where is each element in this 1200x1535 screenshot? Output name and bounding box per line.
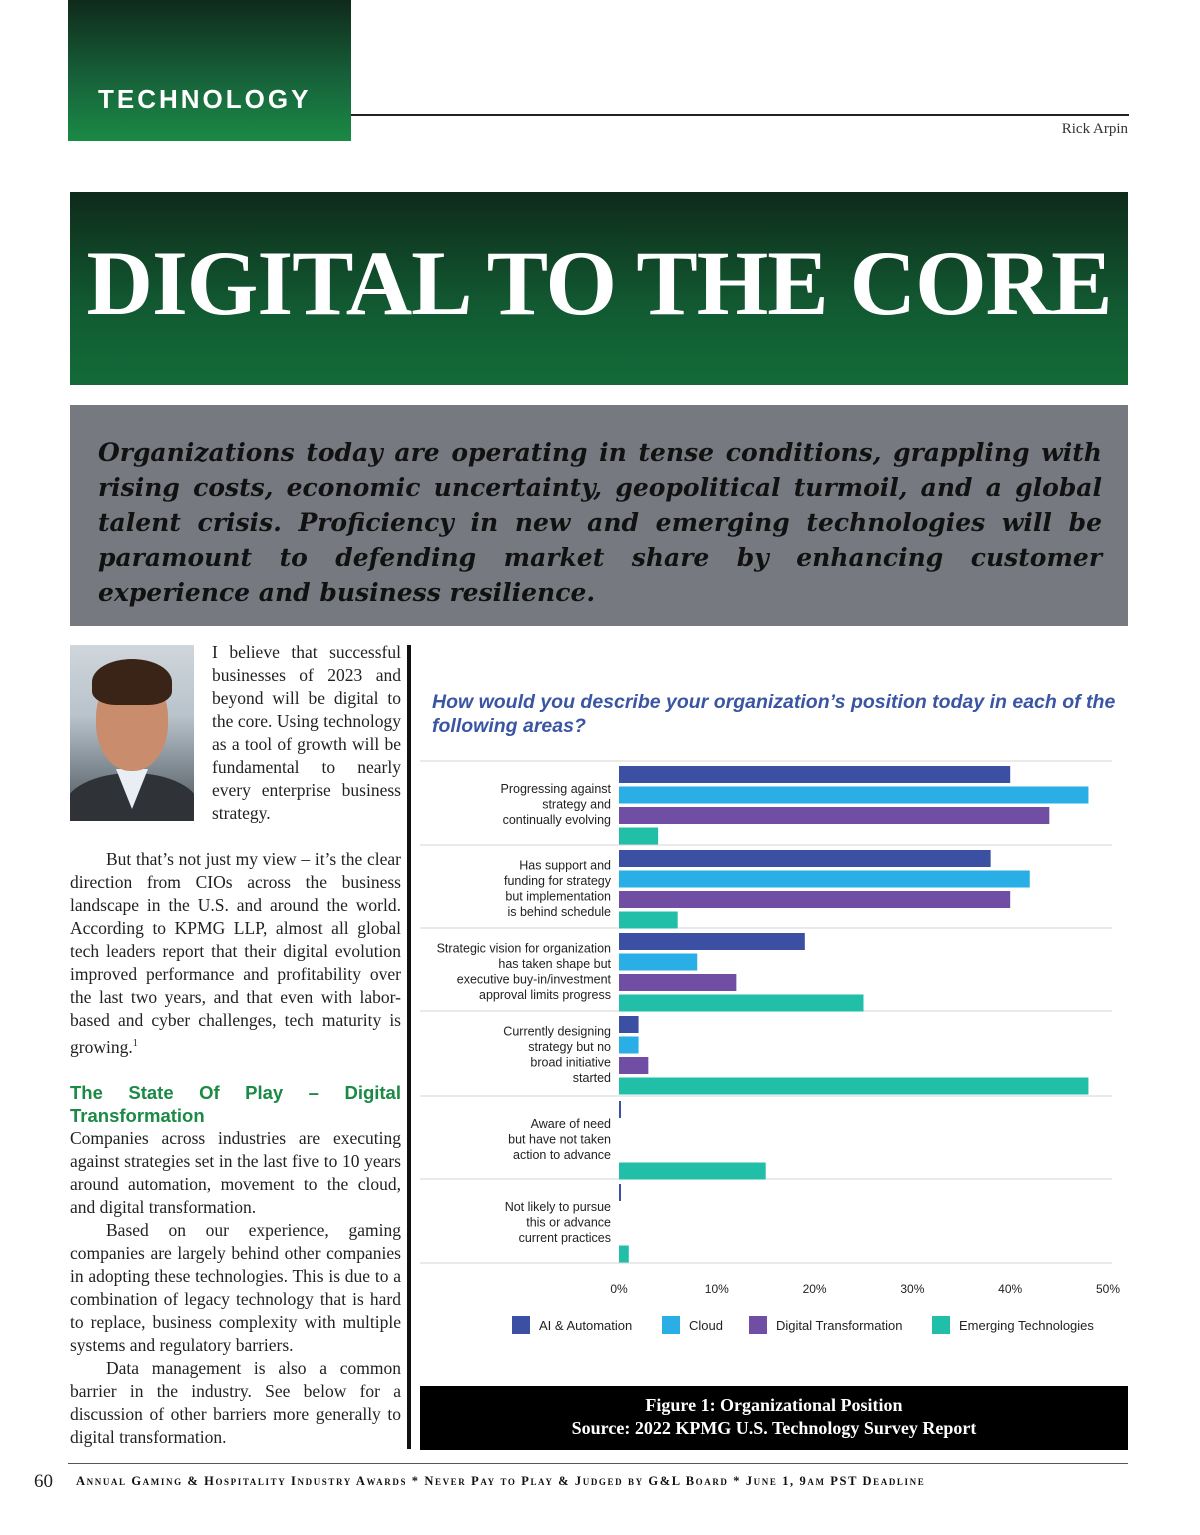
- figure-caption-source: Source: 2022 KPMG U.S. Technology Survey Report: [571, 1418, 977, 1438]
- bar-emerging-technologies: [619, 995, 864, 1012]
- section-subhead: The State Of Play – Digital Transformation: [70, 1081, 401, 1126]
- x-tick-label: 20%: [802, 1282, 827, 1296]
- paragraph-5: Data management is also a common barrier in the industry. See below for a discussion of other barriers more generally to digital transformation.: [70, 1357, 401, 1447]
- legend-item: [512, 1315, 632, 1335]
- footnote-marker: 1: [132, 1038, 138, 1049]
- intro-band: [70, 405, 1128, 626]
- intro-text: Organizations today are operating in tense conditions, grappling with rising costs, economic uncertainty, geopolitical turmoil, and a global talent crisis. Proficiency in new and emerging technologies will be paramount to defending market share by enhancing customer experience and business resilience.: [98, 438, 1102, 607]
- category-label: broad initiative: [530, 1055, 611, 1070]
- legend-swatch: [749, 1316, 767, 1334]
- category-label: Progressing against: [500, 782, 611, 796]
- x-tick-label: 0%: [610, 1282, 628, 1296]
- chart-title: How would you describe your organization’s position today in each of the following areas?: [432, 691, 1116, 737]
- body-column: [70, 848, 401, 1449]
- bar-digital-transformation: [619, 974, 736, 991]
- category-label: Strategic vision for organization: [436, 941, 611, 956]
- bar-digital-transformation: [619, 1057, 648, 1074]
- category-label: this or advance: [526, 1215, 611, 1230]
- category-label: has taken shape but: [498, 956, 611, 971]
- x-tick-label: 10%: [704, 1282, 729, 1296]
- category-label: current practices: [518, 1231, 611, 1245]
- figure-caption: [420, 1386, 1128, 1450]
- bar-ai-automation: [619, 1101, 621, 1118]
- section-label: TECHNOLOGY: [98, 84, 312, 114]
- bar-chart: [416, 645, 1128, 1305]
- bar-digital-transformation: [619, 807, 1049, 824]
- headline-band: [70, 192, 1128, 385]
- category-label: Currently designing: [503, 1024, 611, 1039]
- paragraph-4: Based on our experience, gaming companies are largely behind other companies in adopting these technologies. This is due to a combination of legacy technology that is hard to replace, business complexity with multiple systems and regulatory barriers.: [70, 1219, 401, 1355]
- legend-swatch: [512, 1316, 530, 1334]
- page-number: 60: [34, 1471, 53, 1492]
- legend-item: [662, 1315, 723, 1335]
- category-label: Not likely to pursue: [504, 1200, 611, 1214]
- category-label: strategy but no: [528, 1039, 611, 1054]
- category-label: continually evolving: [502, 813, 611, 827]
- author-photo: [70, 645, 194, 821]
- author-byline: Rick Arpin: [1061, 121, 1128, 137]
- chart-figure: [416, 645, 1128, 1385]
- photo-hair: [92, 659, 172, 705]
- bar-ai-automation: [619, 1016, 639, 1033]
- category-label: Aware of need: [530, 1117, 611, 1131]
- category-label: approval limits progress: [479, 987, 611, 1002]
- category-label: executive buy-in/investment: [456, 972, 611, 987]
- top-rule: [351, 114, 1129, 116]
- category-label: but implementation: [505, 889, 611, 904]
- category-label: funding for strategy: [503, 873, 611, 888]
- category-label: started: [572, 1070, 611, 1085]
- legend-label: Cloud: [689, 1317, 723, 1333]
- bar-emerging-technologies: [619, 1246, 629, 1263]
- paragraph-1: I believe that successful businesses of 2023 and beyond will be digital to the core. Using technology as a tool of growth will be fundamental to nearly every enterprise business strategy.: [212, 642, 401, 823]
- bar-cloud: [619, 787, 1088, 804]
- x-tick-label: 50%: [1095, 1282, 1121, 1296]
- bar-ai-automation: [619, 766, 1010, 783]
- bar-emerging-technologies: [619, 828, 658, 845]
- legend-label: Digital Transformation: [776, 1317, 903, 1333]
- chart-legend: [512, 1315, 1132, 1339]
- legend-label: Emerging Technologies: [959, 1317, 1094, 1333]
- bar-emerging-technologies: [619, 1163, 766, 1180]
- x-tick-label: 40%: [998, 1282, 1023, 1296]
- paragraph-2-text: But that’s not just my view – it’s the clear direction from CIOs across the business landscape in the U.S. and around the world. According to KPMG LLP, almost all global tech leaders report that their digital evolution improved performance and profitability over the last two years, and that even with labor-based and cyber challenges, tech maturity is growing.: [70, 849, 401, 1057]
- section-tab: [68, 0, 351, 141]
- legend-swatch: [662, 1316, 680, 1334]
- bar-emerging-technologies: [619, 912, 678, 929]
- category-label: but have not taken: [508, 1132, 611, 1147]
- legend-item: [749, 1315, 902, 1335]
- bar-emerging-technologies: [619, 1078, 1088, 1095]
- category-label: is behind schedule: [507, 904, 611, 919]
- bar-cloud: [619, 954, 697, 971]
- legend-label: AI & Automation: [539, 1317, 633, 1333]
- paragraph-3: Companies across industries are executing against strategies set in the last five to 10 years around automation, movement to the cloud, and digital transformation.: [70, 1127, 401, 1217]
- legend-item: [932, 1315, 1094, 1335]
- article-title: DIGITAL TO THE CORE: [86, 232, 1112, 334]
- bar-ai-automation: [619, 850, 991, 867]
- footer-rule: [68, 1463, 1128, 1464]
- bar-ai-automation: [619, 1184, 621, 1201]
- category-label: strategy and: [542, 797, 611, 812]
- x-tick-label: 30%: [900, 1282, 925, 1296]
- column-divider: [407, 645, 411, 1449]
- footer-banner: Annual Gaming & Hospitality Industry Awards * Never Pay to Play & Judged by G&L Board * June 1, 9am PST Deadline: [76, 1474, 926, 1488]
- bar-cloud: [619, 871, 1030, 888]
- bar-ai-automation: [619, 933, 805, 950]
- category-label: action to advance: [513, 1148, 611, 1162]
- bar-cloud: [619, 1037, 639, 1054]
- paragraph-2: [70, 848, 401, 1059]
- legend-swatch: [932, 1316, 950, 1334]
- bar-digital-transformation: [619, 891, 1010, 908]
- figure-caption-title: Figure 1: Organizational Position: [645, 1395, 903, 1415]
- category-label: Has support and: [519, 858, 611, 873]
